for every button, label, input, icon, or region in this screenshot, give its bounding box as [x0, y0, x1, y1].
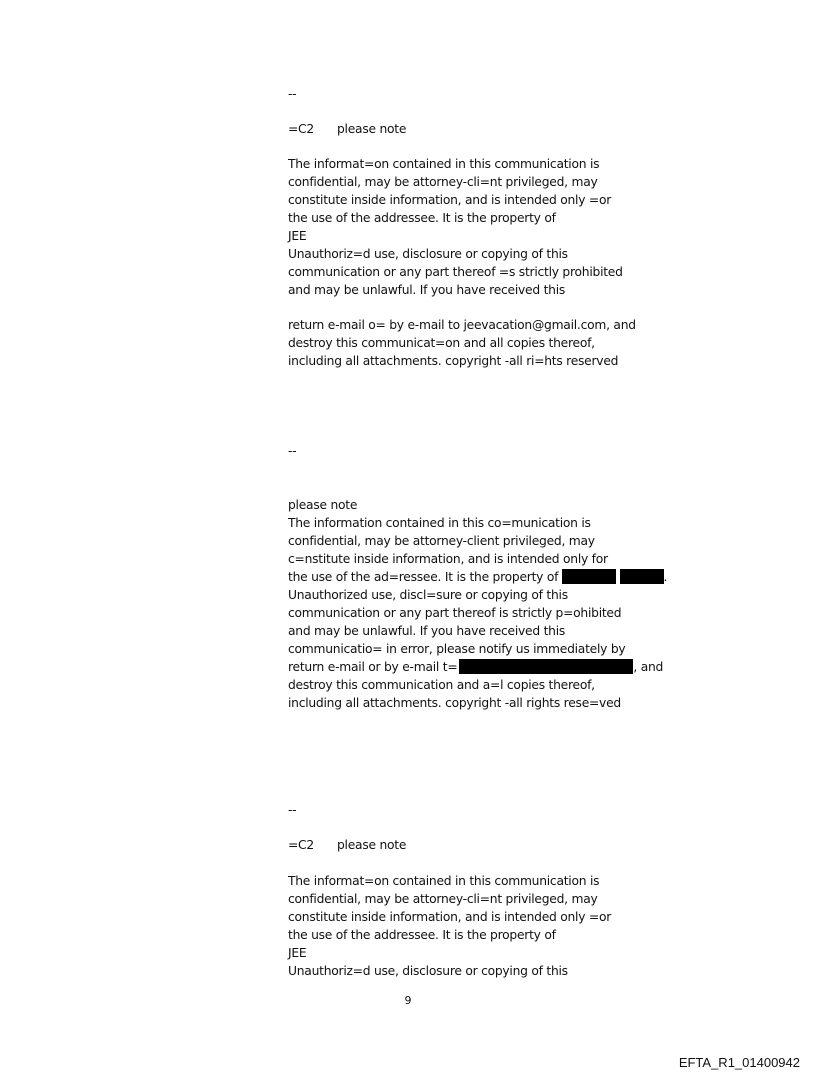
- redaction-box: [562, 569, 616, 584]
- notice-heading-3: [288, 836, 688, 854]
- notice-heading-1: [288, 120, 688, 138]
- text-line: and may be unlawful. If you have received this: [288, 283, 566, 297]
- text-line: destroy this communication and a=l copies thereof,: [288, 678, 595, 692]
- heading-text: please note: [337, 122, 407, 136]
- text-line: including all attachments. copyright -all ri=hts reserved: [288, 354, 619, 368]
- text-line: Unauthoriz=d use, disclosure or copying of this: [288, 964, 568, 978]
- text-line: the use of the addressee. It is the property of: [288, 211, 556, 225]
- text-line: confidential, may be attorney-client privileged, may: [288, 534, 595, 548]
- text-line: destroy this communicat=on and all copies thereof,: [288, 336, 595, 350]
- notice-heading-2: please note: [288, 498, 358, 512]
- property-line: the use of the ad=ressee. It is the property of .: [288, 570, 668, 584]
- text-line: confidential, may be attorney-cli=nt privileged, may: [288, 892, 598, 906]
- page-number: 9: [404, 994, 412, 1007]
- text-line: the use of the addressee. It is the property of: [288, 928, 556, 942]
- text-line: JEE: [288, 229, 307, 243]
- text-line: The informat=on contained in this communication is: [288, 157, 600, 171]
- separator-2: --: [288, 444, 297, 458]
- text-line: communication or any part thereof is strictly p=ohibited: [288, 606, 622, 620]
- redaction-box: [459, 659, 633, 674]
- notice-paragraph-3: [288, 872, 688, 980]
- text-line: The informat=on contained in this communication is: [288, 874, 600, 888]
- text-line: JEE: [288, 946, 307, 960]
- redaction-box: [620, 569, 664, 584]
- notice-paragraph-1a: [288, 155, 688, 299]
- text-line: The information contained in this co=munication is: [288, 516, 591, 530]
- text-line: and may be unlawful. If you have received this: [288, 624, 566, 638]
- text-line: Unauthoriz=d use, disclosure or copying of this: [288, 247, 568, 261]
- text-line: including all attachments. copyright -all rights rese=ved: [288, 696, 621, 710]
- text-line: constitute inside information, and is intended only =or: [288, 910, 612, 924]
- text-line: c=nstitute inside information, and is intended only for: [288, 552, 608, 566]
- heading-text: please note: [337, 838, 407, 852]
- heading-prefix: =C2: [288, 838, 314, 852]
- text-line: Unauthorized use, discl=sure or copying of this: [288, 588, 568, 602]
- text-line: communication or any part thereof =s strictly prohibited: [288, 265, 623, 279]
- document-id: EFTA_R1_01400942: [678, 1055, 800, 1070]
- text-line: constitute inside information, and is intended only =or: [288, 193, 612, 207]
- text-line: return e-mail o= by e-mail to jeevacation@gmail.com, and: [288, 318, 636, 332]
- separator-1: --: [288, 87, 297, 101]
- text-line: confidential, may be attorney-cli=nt privileged, may: [288, 175, 598, 189]
- text-line: communicatio= in error, please notify us immediately by: [288, 642, 626, 656]
- separator-3: --: [288, 803, 297, 817]
- heading-prefix: =C2: [288, 122, 314, 136]
- notice-paragraph-2: [288, 496, 688, 712]
- email-line: return e-mail or by e-mail t= , and: [288, 660, 664, 674]
- notice-paragraph-1b: [288, 316, 688, 370]
